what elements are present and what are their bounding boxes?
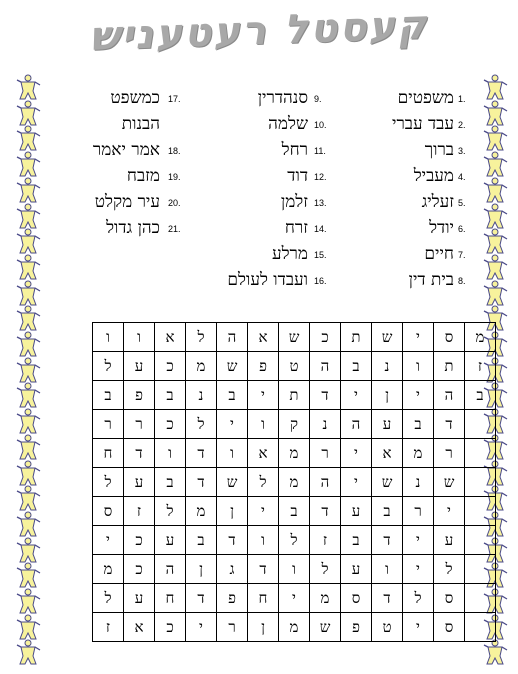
- grid-cell[interactable]: ב: [341, 352, 372, 381]
- grid-cell[interactable]: ד: [310, 381, 341, 410]
- grid-cell[interactable]: י: [341, 439, 372, 468]
- grid-cell[interactable]: מ: [279, 468, 310, 497]
- grid-cell[interactable]: ה: [155, 555, 186, 584]
- grid-cell[interactable]: כ: [310, 323, 341, 352]
- word-search-grid: [92, 322, 485, 639]
- page-title: קעסטל רעטעניש: [88, 2, 430, 60]
- grid-row: [93, 352, 496, 381]
- grid-row: [93, 555, 496, 584]
- grid-cell[interactable]: ל: [93, 468, 124, 497]
- grid-cell[interactable]: ב: [341, 526, 372, 555]
- grid-cell[interactable]: ה: [341, 410, 372, 439]
- grid-cell[interactable]: י: [93, 526, 124, 555]
- grid-cell[interactable]: ל: [310, 555, 341, 584]
- grid-cell[interactable]: ז: [93, 613, 124, 642]
- grid-row: [93, 497, 496, 526]
- figure-icon: [16, 125, 42, 151]
- grid-cell[interactable]: ב: [186, 526, 217, 555]
- grid-cell[interactable]: ו: [217, 439, 248, 468]
- figure-icon: [16, 177, 42, 203]
- word-number: 12.: [314, 172, 327, 182]
- grid-cell[interactable]: מ: [310, 584, 341, 613]
- grid-row: [93, 584, 496, 613]
- figure-icon: [16, 537, 42, 563]
- grid-cell[interactable]: ת: [279, 381, 310, 410]
- grid-cell[interactable]: ל: [186, 410, 217, 439]
- grid-cell[interactable]: א: [372, 439, 403, 468]
- grid-cell[interactable]: ל: [155, 497, 186, 526]
- grid-cell[interactable]: ו: [403, 352, 434, 381]
- grid-cell[interactable]: ב: [465, 381, 496, 410]
- grid-cell[interactable]: ח: [93, 439, 124, 468]
- word-item: כהן גדול: [106, 218, 160, 238]
- grid-cell[interactable]: פ: [341, 613, 372, 642]
- grid-cell[interactable]: מ: [186, 352, 217, 381]
- grid-cell[interactable]: ן: [248, 613, 279, 642]
- figure-icon: [16, 357, 42, 383]
- grid-cell[interactable]: ת: [434, 352, 465, 381]
- grid-cell[interactable]: [465, 526, 496, 555]
- grid-cell[interactable]: מ: [403, 439, 434, 468]
- grid-cell[interactable]: כ: [155, 352, 186, 381]
- word-item: ברוך: [424, 140, 454, 160]
- figure-icon: [16, 280, 42, 306]
- figure-icon: [16, 588, 42, 614]
- word-item: מעביל: [413, 166, 454, 186]
- figure-icon: [16, 562, 42, 588]
- grid-cell[interactable]: ס: [434, 584, 465, 613]
- grid-cell[interactable]: ת: [341, 323, 372, 352]
- letter-grid-table: [92, 322, 496, 642]
- figure-icon: [16, 639, 42, 665]
- word-item: אמר יאמר: [92, 140, 160, 160]
- grid-cell[interactable]: י: [403, 613, 434, 642]
- grid-cell[interactable]: ו: [279, 555, 310, 584]
- figure-icon: [16, 408, 42, 434]
- grid-cell[interactable]: נ: [372, 352, 403, 381]
- grid-cell[interactable]: י: [434, 497, 465, 526]
- grid-cell[interactable]: נ: [403, 468, 434, 497]
- grid-cell[interactable]: ע: [341, 497, 372, 526]
- grid-cell[interactable]: ר: [434, 439, 465, 468]
- grid-cell[interactable]: [465, 410, 496, 439]
- figure-icon: [483, 100, 509, 126]
- grid-cell[interactable]: פ: [248, 352, 279, 381]
- grid-cell[interactable]: ש: [279, 323, 310, 352]
- grid-cell[interactable]: ס: [434, 613, 465, 642]
- grid-row: [93, 439, 496, 468]
- grid-cell[interactable]: י: [186, 613, 217, 642]
- grid-cell[interactable]: כ: [124, 526, 155, 555]
- figure-icon: [483, 228, 509, 254]
- word-number: 10.: [314, 120, 327, 130]
- figure-icon: [483, 74, 509, 100]
- grid-cell[interactable]: י: [341, 468, 372, 497]
- grid-cell[interactable]: ד: [186, 584, 217, 613]
- grid-cell[interactable]: א: [155, 323, 186, 352]
- left-figure-border: [16, 74, 42, 666]
- word-item: זעליג: [421, 192, 454, 212]
- grid-cell[interactable]: [465, 584, 496, 613]
- grid-cell[interactable]: ד: [217, 526, 248, 555]
- grid-cell[interactable]: ו: [372, 555, 403, 584]
- grid-cell[interactable]: ב: [217, 381, 248, 410]
- grid-cell[interactable]: ה: [310, 352, 341, 381]
- grid-cell[interactable]: ו: [93, 323, 124, 352]
- word-number: 9.: [314, 94, 322, 104]
- figure-icon: [483, 280, 509, 306]
- grid-cell[interactable]: ל: [434, 555, 465, 584]
- grid-cell[interactable]: ב: [155, 468, 186, 497]
- grid-cell[interactable]: ע: [155, 526, 186, 555]
- word-item: זרח: [284, 218, 308, 238]
- figure-icon: [483, 254, 509, 280]
- grid-cell[interactable]: מ: [279, 439, 310, 468]
- grid-cell[interactable]: נ: [186, 381, 217, 410]
- word-number: 2.: [458, 120, 466, 130]
- figure-icon: [16, 511, 42, 537]
- figure-icon: [16, 382, 42, 408]
- word-number: 6.: [458, 224, 466, 234]
- word-item: הבנות: [121, 114, 160, 134]
- grid-cell[interactable]: ל: [93, 352, 124, 381]
- grid-cell[interactable]: א: [248, 323, 279, 352]
- grid-cell[interactable]: [465, 439, 496, 468]
- grid-cell[interactable]: י: [403, 526, 434, 555]
- grid-cell[interactable]: י: [403, 381, 434, 410]
- word-number: 11.: [314, 146, 326, 156]
- figure-icon: [16, 100, 42, 126]
- word-item: שלמה: [268, 114, 308, 134]
- grid-cell[interactable]: ק: [279, 410, 310, 439]
- grid-cell[interactable]: א: [248, 439, 279, 468]
- grid-cell[interactable]: ל: [93, 584, 124, 613]
- grid-row: [93, 323, 496, 352]
- word-item: עיר מקלט: [94, 192, 160, 212]
- grid-cell[interactable]: ה: [310, 468, 341, 497]
- grid-cell[interactable]: [465, 497, 496, 526]
- grid-cell[interactable]: ס: [341, 584, 372, 613]
- grid-cell[interactable]: ט: [279, 352, 310, 381]
- grid-cell[interactable]: ח: [248, 584, 279, 613]
- grid-cell[interactable]: ל: [186, 323, 217, 352]
- word-item: בית דין: [408, 270, 454, 290]
- word-number: 16.: [314, 276, 327, 286]
- grid-row: [93, 526, 496, 555]
- word-number: 1.: [458, 94, 466, 104]
- grid-cell[interactable]: ש: [372, 468, 403, 497]
- grid-cell[interactable]: פ: [124, 381, 155, 410]
- grid-cell[interactable]: מ: [93, 555, 124, 584]
- grid-cell[interactable]: ד: [372, 526, 403, 555]
- grid-cell[interactable]: ז: [124, 497, 155, 526]
- word-number: 17.: [168, 94, 181, 104]
- figure-icon: [16, 203, 42, 229]
- grid-cell[interactable]: ע: [434, 526, 465, 555]
- grid-cell[interactable]: ו: [155, 439, 186, 468]
- grid-cell[interactable]: ט: [372, 613, 403, 642]
- grid-cell[interactable]: נ: [310, 410, 341, 439]
- grid-cell[interactable]: ש: [217, 468, 248, 497]
- grid-cell[interactable]: ה: [217, 323, 248, 352]
- word-number: 14.: [314, 224, 327, 234]
- grid-cell[interactable]: ס: [434, 323, 465, 352]
- grid-cell[interactable]: ע: [372, 410, 403, 439]
- word-item: דוד: [287, 166, 308, 186]
- grid-cell[interactable]: ב: [93, 381, 124, 410]
- grid-cell[interactable]: ז: [465, 352, 496, 381]
- word-item: זלמן: [280, 192, 308, 212]
- grid-cell[interactable]: ש: [434, 468, 465, 497]
- figure-icon: [16, 460, 42, 486]
- figure-icon: [483, 639, 509, 665]
- figure-icon: [16, 614, 42, 640]
- grid-cell[interactable]: ד: [186, 468, 217, 497]
- grid-cell[interactable]: י: [341, 381, 372, 410]
- grid-cell[interactable]: ל: [248, 468, 279, 497]
- grid-cell[interactable]: י: [248, 381, 279, 410]
- grid-cell[interactable]: ס: [93, 497, 124, 526]
- grid-cell[interactable]: פ: [217, 584, 248, 613]
- word-number: 3.: [458, 146, 466, 156]
- grid-cell[interactable]: מ: [186, 497, 217, 526]
- word-number: 18.: [168, 146, 181, 156]
- word-number: 4.: [458, 172, 466, 182]
- grid-cell[interactable]: ד: [186, 439, 217, 468]
- grid-cell[interactable]: ן: [372, 381, 403, 410]
- grid-cell[interactable]: י: [279, 584, 310, 613]
- grid-cell[interactable]: ר: [93, 410, 124, 439]
- grid-cell[interactable]: ו: [124, 323, 155, 352]
- grid-cell[interactable]: [465, 468, 496, 497]
- grid-cell[interactable]: ד: [434, 410, 465, 439]
- figure-icon: [483, 177, 509, 203]
- grid-cell[interactable]: ר: [403, 497, 434, 526]
- word-item: ועבדו לעולם: [227, 270, 308, 290]
- grid-cell[interactable]: כ: [155, 613, 186, 642]
- grid-cell[interactable]: [465, 555, 496, 584]
- word-number: 13.: [314, 198, 327, 208]
- figure-icon: [16, 434, 42, 460]
- word-item: רחל: [281, 140, 308, 160]
- grid-cell[interactable]: ד: [372, 584, 403, 613]
- grid-cell[interactable]: ע: [124, 584, 155, 613]
- figure-icon: [16, 151, 42, 177]
- grid-cell[interactable]: ה: [434, 381, 465, 410]
- word-item: יודל: [429, 218, 454, 238]
- figure-icon: [483, 151, 509, 177]
- figure-icon: [16, 228, 42, 254]
- figure-icon: [483, 203, 509, 229]
- grid-cell[interactable]: ז: [310, 526, 341, 555]
- word-number: 15.: [314, 250, 327, 260]
- grid-cell[interactable]: א: [124, 613, 155, 642]
- word-item: עבד עברי: [391, 114, 454, 134]
- grid-cell[interactable]: כ: [124, 555, 155, 584]
- figure-icon: [16, 305, 42, 331]
- word-item: משפטים: [397, 88, 454, 108]
- grid-cell[interactable]: [465, 613, 496, 642]
- grid-cell[interactable]: ו: [248, 410, 279, 439]
- figure-icon: [16, 331, 42, 357]
- grid-cell[interactable]: כ: [155, 410, 186, 439]
- grid-cell[interactable]: ד: [310, 497, 341, 526]
- word-number: 8.: [458, 276, 466, 286]
- grid-cell[interactable]: ע: [341, 555, 372, 584]
- grid-cell[interactable]: ד: [124, 439, 155, 468]
- grid-cell[interactable]: ר: [310, 439, 341, 468]
- grid-cell[interactable]: ש: [372, 323, 403, 352]
- grid-row: [93, 468, 496, 497]
- figure-icon: [483, 125, 509, 151]
- grid-cell[interactable]: י: [217, 410, 248, 439]
- grid-cell[interactable]: י: [248, 497, 279, 526]
- grid-cell[interactable]: י: [403, 555, 434, 584]
- word-number: 5.: [458, 198, 466, 208]
- grid-cell[interactable]: ל: [403, 584, 434, 613]
- grid-cell[interactable]: ח: [155, 584, 186, 613]
- word-number: 20.: [168, 198, 181, 208]
- grid-cell[interactable]: ע: [124, 468, 155, 497]
- word-item: מזבח: [126, 166, 160, 186]
- grid-cell[interactable]: ל: [279, 526, 310, 555]
- word-number: 19.: [168, 172, 181, 182]
- grid-cell[interactable]: ב: [403, 410, 434, 439]
- grid-cell[interactable]: ע: [124, 352, 155, 381]
- grid-row: [93, 410, 496, 439]
- word-number: 21.: [168, 224, 181, 234]
- grid-cell[interactable]: ש: [217, 352, 248, 381]
- grid-cell[interactable]: ב: [279, 497, 310, 526]
- grid-row: [93, 381, 496, 410]
- grid-cell[interactable]: ו: [248, 526, 279, 555]
- word-item: מרלע: [271, 244, 308, 264]
- word-number: 7.: [458, 250, 466, 260]
- grid-cell[interactable]: י: [403, 323, 434, 352]
- grid-cell[interactable]: ב: [372, 497, 403, 526]
- grid-cell[interactable]: ג: [217, 555, 248, 584]
- figure-icon: [16, 254, 42, 280]
- figure-icon: [16, 74, 42, 100]
- grid-cell[interactable]: ד: [248, 555, 279, 584]
- word-item: כמשפט: [110, 88, 160, 108]
- grid-cell[interactable]: ר: [124, 410, 155, 439]
- grid-cell[interactable]: ן: [217, 497, 248, 526]
- grid-cell[interactable]: מ: [279, 613, 310, 642]
- word-item: חיים: [424, 244, 454, 264]
- grid-cell[interactable]: ר: [217, 613, 248, 642]
- grid-cell[interactable]: ן: [186, 555, 217, 584]
- figure-icon: [16, 485, 42, 511]
- word-item: סנהדרין: [257, 88, 308, 108]
- grid-cell[interactable]: מ: [465, 323, 496, 352]
- grid-row: [93, 613, 496, 642]
- grid-cell[interactable]: ב: [155, 381, 186, 410]
- grid-cell[interactable]: ש: [310, 613, 341, 642]
